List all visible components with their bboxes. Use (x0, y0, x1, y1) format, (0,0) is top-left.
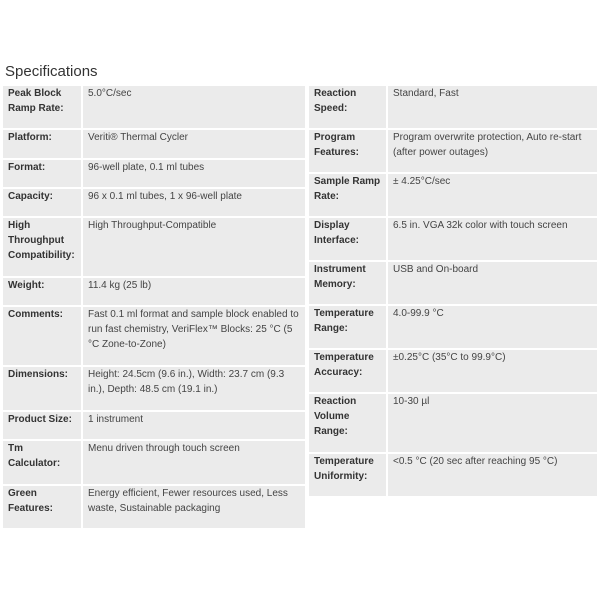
spec-label: Platform: (3, 130, 83, 158)
spec-label: Weight: (3, 278, 83, 305)
spec-label: Display Interface: (309, 218, 388, 260)
table-row (3, 412, 305, 439)
table-row (3, 307, 305, 365)
table-row (309, 130, 597, 172)
spec-label: Tm Calculator: (3, 441, 83, 484)
table-row (309, 454, 597, 496)
table-row (309, 218, 597, 260)
table-row (3, 160, 305, 187)
page-title: Specifications (5, 63, 98, 80)
spec-label: Reaction Volume Range: (309, 394, 388, 452)
table-row (309, 306, 597, 348)
table-row (3, 130, 305, 158)
spec-value: 4.0-99.9 °C (388, 306, 597, 348)
spec-value: High Throughput-Compatible (83, 218, 305, 276)
spec-value: 96 x 0.1 ml tubes, 1 x 96-well plate (83, 189, 305, 216)
spec-value: Energy efficient, Fewer resources used, Less waste, Sustainable packaging (83, 486, 305, 528)
spec-value: <0.5 °C (20 sec after reaching 95 °C) (388, 454, 597, 496)
table-row (309, 394, 597, 452)
table-row (3, 486, 305, 528)
table-row (309, 262, 597, 304)
spec-label: Dimensions: (3, 367, 83, 410)
spec-value: ±0.25°C (35°C to 99.9°C) (388, 350, 597, 392)
spec-value: 1 instrument (83, 412, 305, 439)
table-row (3, 278, 305, 305)
table-row (3, 86, 305, 128)
spec-label: Green Features: (3, 486, 83, 528)
spec-value: Fast 0.1 ml format and sample block enabled to run fast chemistry, VeriFlex™ Blocks: 25 °C (5 °C Zone-to-Zone) (83, 307, 305, 365)
spec-label: Temperature Range: (309, 306, 388, 348)
table-row (3, 218, 305, 276)
spec-label: Product Size: (3, 412, 83, 439)
spec-label: Sample Ramp Rate: (309, 174, 388, 216)
spec-value: 10-30 µl (388, 394, 597, 452)
right-spec-table (309, 84, 597, 498)
spec-label: Comments: (3, 307, 83, 365)
spec-value: 5.0°C/sec (83, 86, 305, 128)
spec-value: Height: 24.5cm (9.6 in.), Width: 23.7 cm (9.3 in.), Depth: 48.5 cm (19.1 in.) (83, 367, 305, 410)
left-spec-table (3, 84, 305, 530)
spec-value: Menu driven through touch screen (83, 441, 305, 484)
spec-value: USB and On-board (388, 262, 597, 304)
table-row (309, 350, 597, 392)
spec-label: Temperature Uniformity: (309, 454, 388, 496)
spec-label: Temperature Accuracy: (309, 350, 388, 392)
table-row (309, 86, 597, 128)
spec-label: High Throughput Compatibility: (3, 218, 83, 276)
spec-label: Peak Block Ramp Rate: (3, 86, 83, 128)
table-row (309, 174, 597, 216)
spec-label: Format: (3, 160, 83, 187)
spec-value: 96-well plate, 0.1 ml tubes (83, 160, 305, 187)
table-row (3, 441, 305, 484)
spec-label: Capacity: (3, 189, 83, 216)
spec-label: Instrument Memory: (309, 262, 388, 304)
spec-value: Standard, Fast (388, 86, 597, 128)
table-row (3, 367, 305, 410)
table-row (3, 189, 305, 216)
spec-label: Program Features: (309, 130, 388, 172)
spec-value: Veriti® Thermal Cycler (83, 130, 305, 158)
spec-value: ± 4.25°C/sec (388, 174, 597, 216)
spec-value: 6.5 in. VGA 32k color with touch screen (388, 218, 597, 260)
spec-value: Program overwrite protection, Auto re-start (after power outages) (388, 130, 597, 172)
spec-label: Reaction Speed: (309, 86, 388, 128)
spec-value: 11.4 kg (25 lb) (83, 278, 305, 305)
